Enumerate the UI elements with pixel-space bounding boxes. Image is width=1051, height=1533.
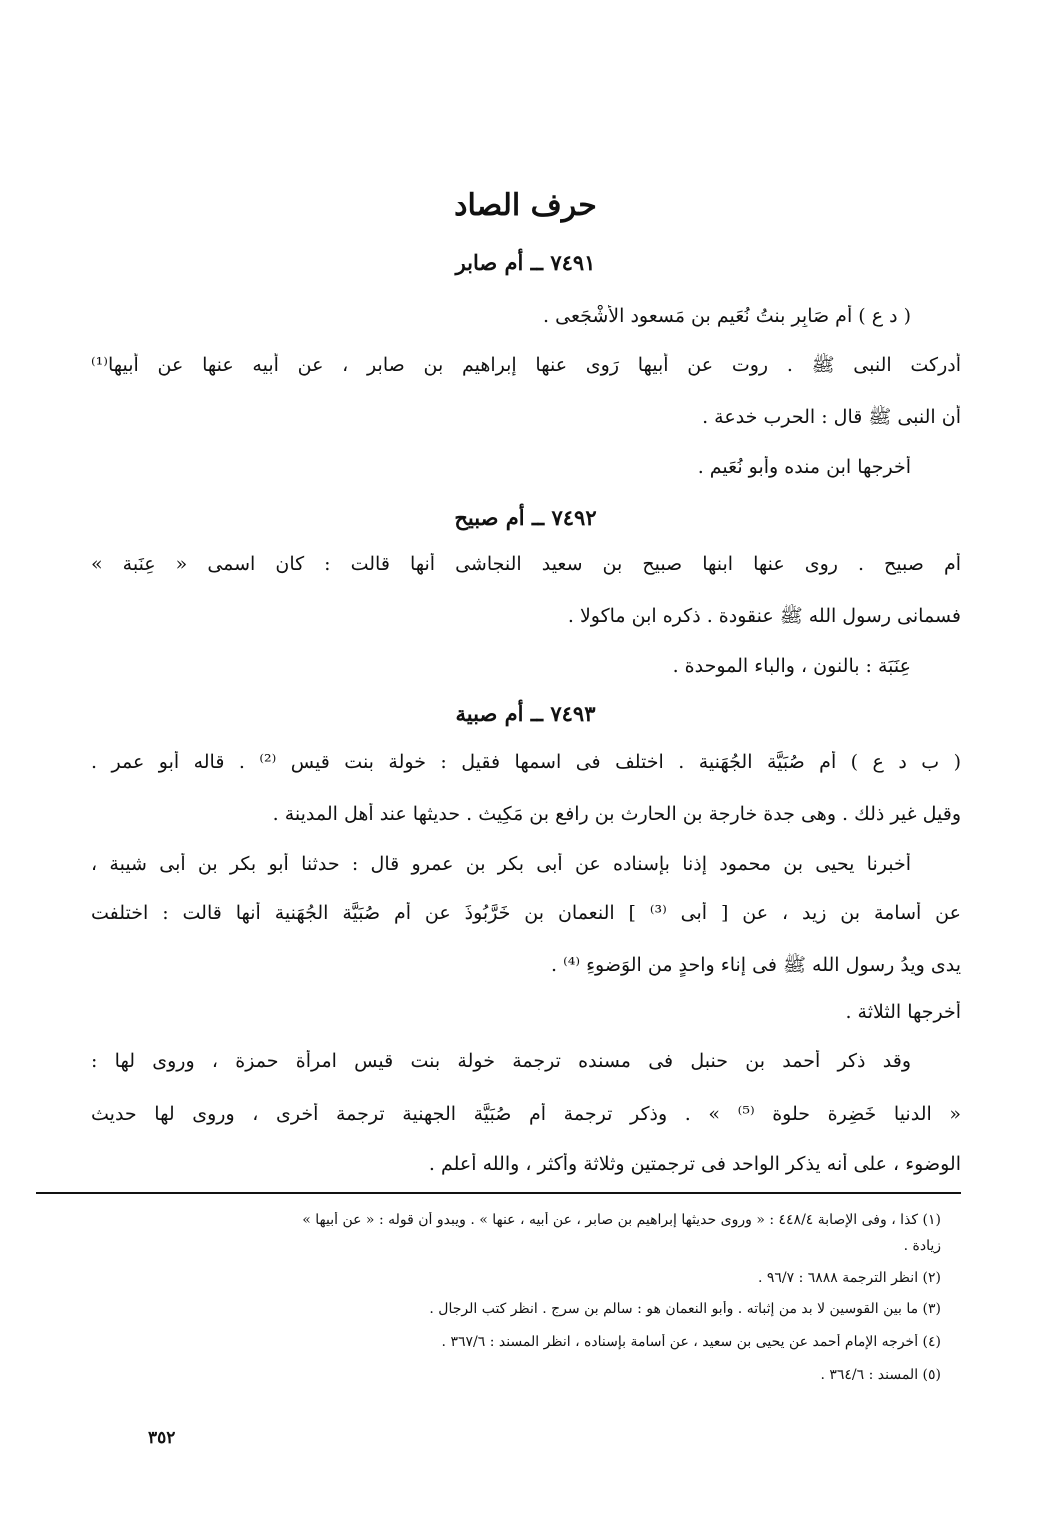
text-line: أَخبرنا يحيى بن محمود إذنا بإسناده عن أَبى بكر بن عمرو قال : حدثنا أَبو بكر بن أَبى شيبة ، [91,853,911,875]
text-line: « الدنيا خَضِرة حلوة ⁽⁵⁾ » . وذكر ترجمة أُم صُبَيَّة الجهنية ترجمة أُخرى ، وروى لها حديث [91,1103,961,1125]
chapter-title: حرف الصاد [454,188,597,223]
text-line: ( ب د ع ) أُم صُبَيَّة الجُهَنية . اختلف فى اسمها فقيل : خولة بنت قيس ⁽²⁾ . قاله أَبو عمر . [91,751,961,773]
text-line: عن أسامة بن زيد ، عن [ أَبى ⁽³⁾ ] النعمان بن خَرَّبُوذَ عن أُم صُبَيَّة الجُهَنية أَنها قالت : اختلفت [91,902,961,924]
footnote-divider [36,1192,961,1194]
text-line: أُم صبيح . روى عنها ابنها صبيح بن سعيد النجاشى أَنها قالت : كان اسمى « عِنَبة » [91,553,961,575]
entry-heading: ٧٤٩٣ ــ أم صبية [455,701,596,726]
text-line: عِنَبَة : بالنون ، والباء الموحدة . [672,655,911,677]
footnote: (٢) انظر الترجمة ٦٨٨٨ : ٩٦/٧ . [757,1270,941,1286]
text-line: فسمانى رسول الله ﷺ عنقودة . ذكره ابن ماكولا . [567,605,961,627]
text-line: وقيل غير ذلك . وهى جدة خارجة بن الحارث بن رافع بن مَكِيث . حديثها عند أَهل المدينة . [272,803,961,825]
footnote: زيادة . [903,1238,941,1254]
entry-heading: ٧٤٩١ ــ أم صابر [455,250,596,275]
text-line: أدركت النبى ﷺ . روت عن أبيها رَوى عنها إبراهيم بن صابر ، عن أَبيه عنها عن أَبيها⁽¹⁾ [91,354,961,376]
text-line: أن النبى ﷺ قال : الحرب خدعة . [702,406,961,428]
footnote: (٥) المسند : ٣٦٤/٦ . [820,1367,941,1383]
text-line: الوضوء ، على أَنه يذكر الواحد فى ترجمتين وثلاثة وأَكثر ، والله أَعلم . [428,1153,961,1175]
footnote: (١) كذا ، وفى الإصابة ٤٤٨/٤ : « وروى حديثها إبراهيم بن صابر ، عن أبيه ، عنها » . ويبدو أن قوله : « عن أبيها » [302,1212,941,1228]
text-line: أَخرجها الثلاثة . [845,1001,961,1023]
text-line: أَخرجها ابن منده وأَبو نُعَيم . [697,456,911,478]
text-line: يدى ويدُ رسول الله ﷺ فى إناء واحدٍ من الوَضوءِ ⁽⁴⁾ . [550,954,961,976]
text-line: ( د ع ) أم صَابِرٍ بنتُ نُعَيم بن مَسعود الأشْجَعى . [543,305,911,327]
footnote: (٤) أخرجه الإمام أحمد عن يحيى بن سعيد ، عن أسامة بإسناده ، انظر المسند : ٣٦٧/٦ . [441,1334,941,1350]
text-line: وقد ذكر أَحمد بن حنبل فى مسنده ترجمة خولة بنت قيس امرأَة حمزة ، وروى لها : [91,1050,911,1072]
footnote: (٣) ما بين القوسين لا بد من إثباته . وأبو النعمان هو : سالم بن سرج . انظر كتب الرجال . [429,1301,941,1317]
entry-heading: ٧٤٩٢ ــ أم صبيح [454,505,597,530]
page-number: ٣٥٢ [148,1428,176,1448]
